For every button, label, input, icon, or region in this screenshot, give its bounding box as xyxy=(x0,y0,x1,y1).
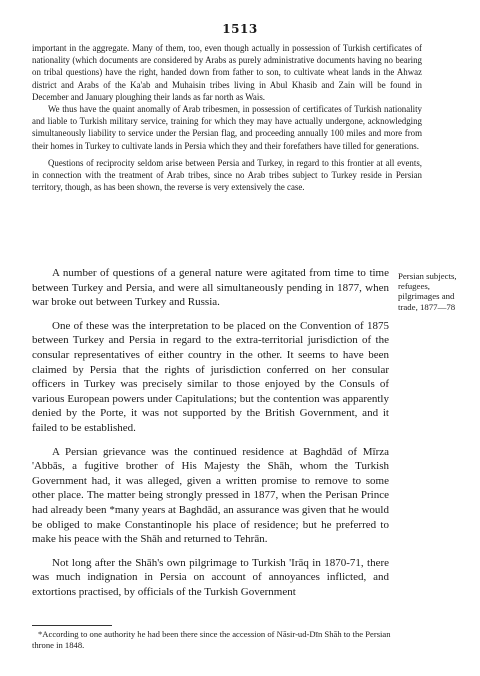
footnote xyxy=(32,629,412,651)
footnote-text: *According to one authority he had been there since the accession of Nāsir-ud-Dīn Shāh to the Persian throne in 1848. xyxy=(32,629,391,650)
main-paragraph-4: Not long after the Shāh's own pilgrimage to Turkish 'Irāq in 1870-71, there was much indignation in Persia on account of annoyances inflicted, and extortions practised, by officials of the Turkish Government xyxy=(32,556,389,598)
main-paragraph-3: A Persian grievance was the continued residence at Baghdād of Mīrza 'Abbās, a fugitive brother of His Majesty the Shāh, whom the Turkish Government had, it was alleged, given a written promise to remove to some other place. The matter being strongly pressed in 1877, when the Perisan Prince had already been *many years at Baghdād, an assurance was given that he would be obliged to make Constantinople his place of residence; but he preferred to make his peace with the Shāh and returned to Tehrān. xyxy=(32,445,389,546)
top-block xyxy=(32,42,422,193)
main-paragraph-2: One of these was the interpretation to be placed on the Convention of 1875 between Turkey and Persia in regard to the extra-territorial jurisdiction of the consular representatives of either country in the other. It seems to have been claimed by Persia that the rights of jurisdiction conferred on her consular officers in Turkey was precisely similar to those enjoyed by the Consuls of various European powers under Capitulations; but the contention was apparently denied by the Porte, it was not supported by the British Government, and it failed to be established. xyxy=(32,319,389,434)
page-number: 1513 xyxy=(222,22,258,36)
main-paragraph-1: A number of questions of a general nature were agitated from time to time between Turkey and Persia, and were all simultaneously pending in 1877, when war broke out between Turkey and Russia. xyxy=(32,267,389,309)
main-text xyxy=(32,266,389,599)
top-paragraph-3: Questions of reciprocity seldom arise between Persia and Turkey, in regard to this frontier at all events, in connection with the treatment of Arab tribes, since no Arab tribes subject to Turkey reside in Persian territory, though, as has been shown, the reverse is very extensively the case. xyxy=(32,157,422,193)
top-paragraph-1: important in the aggregate. Many of them, too, even though actually in possession of Turkish certificates of nationality (which documents are considered by Arabs as purely administrative documents having no bearing on tribal questions) have the right, handed down from father to son, to cultivate wheat lands in the Ahwaz district and Arabs of the Ka'ab and Muhaisin tribes living in Abul Khasib and Zain will be found in December and January ploughing their lands as far north as Wais. xyxy=(32,43,422,102)
footnote-rule xyxy=(32,625,112,626)
top-paragraph-2: We thus have the quaint anomally of Arab tribesmen, in possession of certificates of Turkish nationality and liable to Turkish military service, training for which they may have actually undergone, acknowledging simultaneously liability to service under the Persian flag, and proceeding annually 100 miles and more from their homes in Turkey to cultivate lands in Persia which they and their forefathers have tilled for generations. xyxy=(32,104,422,151)
margin-note: Persian subjects, refugees, pilgrimages and trade, 1877—78 xyxy=(398,271,457,312)
